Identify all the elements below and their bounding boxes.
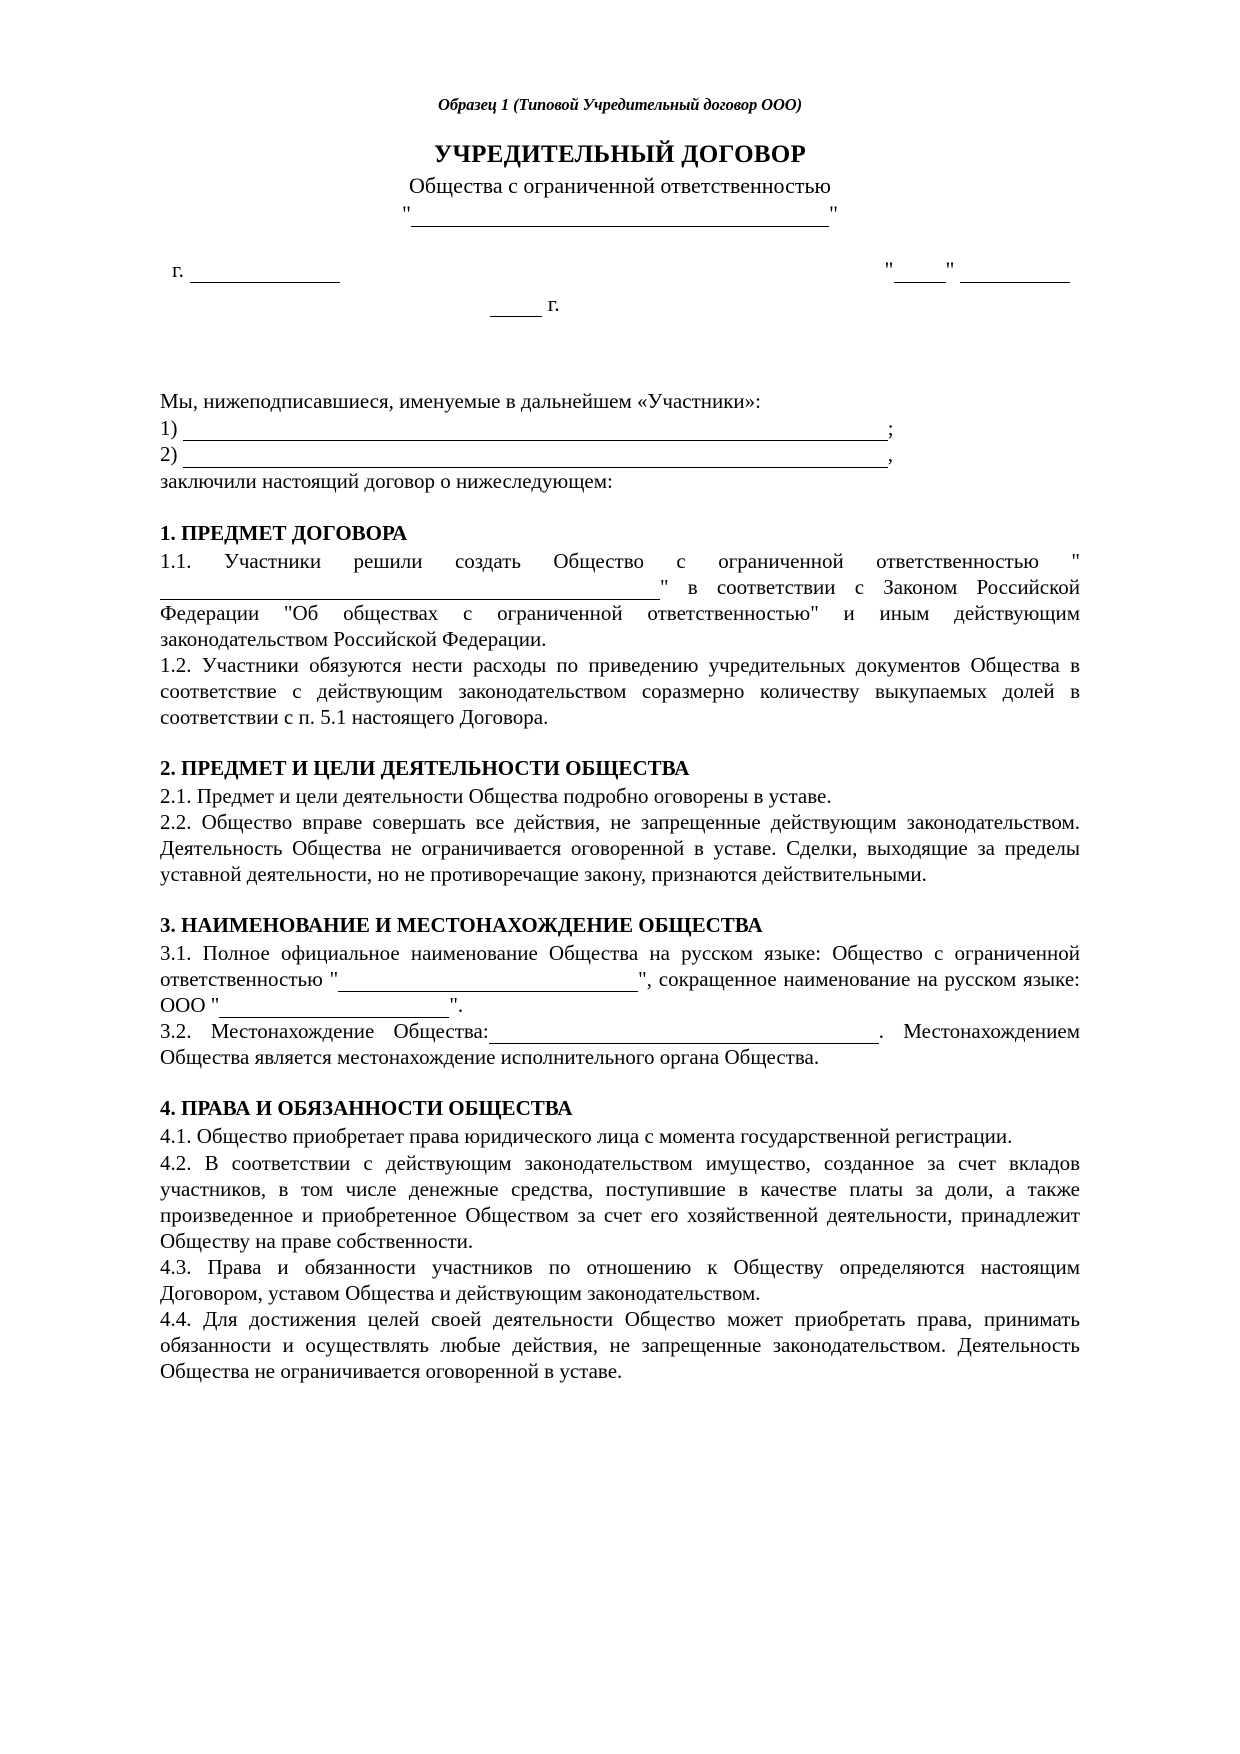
city-date-row [160,257,1080,283]
paragraph-3-1-part-2: ", сокращенное наименование на русском языке: ООО " [160,967,1080,1018]
document-title: УЧРЕДИТЕЛЬНЫЙ ДОГОВОР [433,141,807,168]
paragraph-4-3: 4.3. Права и обязанности участников по отношению к Обществу определяются настоящим Договором, уставом Общества и действующим законодательством. [160,1254,1080,1305]
date-field [885,257,1080,283]
section-heading-1: 1. ПРЕДМЕТ ДОГОВОРА [160,520,408,545]
date-quote-close: " [945,257,955,282]
year-blank[interactable] [490,298,542,317]
paragraph-1-1-part-2: " в соответствии с Законом Российской Федерации "Об обществах с ограниченной ответственностью" и иным действующим законодательством Российской Федерации. [160,575,1080,652]
company-name-line [160,201,1080,227]
city-blank[interactable] [190,264,340,283]
paragraph-4-2: 4.2. В соответствии с действующим законодательством имущество, созданное за счет вкладов участников, в том числе денежные средства, поступившие в качестве платы за доли, а также произведенное и приобретенное Обществом за счет его хозяйственной деятельности, принадлежит Обществу на праве собственности. [160,1150,1080,1253]
quote-close: " [829,201,838,226]
paragraph-3-1-blank-a[interactable] [338,973,638,992]
day-blank[interactable] [894,264,946,283]
paragraph-3-2-part-3: Местонахождением Общества является местонахождение исполнительного органа Общества. [160,1019,1081,1070]
paragraph-1-2: 1.2. Участники обязуются нести расходы по приведению учредительных документов Общества в соответствие с действующим законодательством соразмерно количеству выкупаемых долей в соответствии с п. 5.1 настоящего Договора. [160,653,1080,730]
paragraph-3-2 [160,1018,1080,1070]
paragraph-4-1: 4.1. Общество приобретает права юридического лица с момента государственной регистрации. [160,1124,1013,1149]
section-heading-4: 4. ПРАВА И ОБЯЗАННОСТИ ОБЩЕСТВА [160,1096,573,1121]
company-name-blank[interactable] [411,208,829,227]
participant-1-number: 1) [160,415,178,440]
paragraph-3-1 [160,940,1080,1018]
paragraph-3-2-blank[interactable] [489,1025,879,1044]
paragraph-1-1-blank-a[interactable] [160,581,422,600]
participant-2-blank[interactable] [183,449,888,468]
participant-1-blank[interactable] [183,422,888,441]
month-blank[interactable] [960,264,1070,283]
participant-line-1 [160,415,1080,442]
paragraph-3-1-part-3: ". [449,993,464,1018]
city-field [160,257,340,283]
paragraph-3-2-part-2: . [878,1019,884,1044]
year-row [160,291,1080,317]
paragraph-4-4: 4.4. Для достижения целей своей деятельности Общество может приобретать права, принимать обязанности и осуществлять любые действия, не запрещенные законодательством. Деятельность Общества не ограничивается оговоренной в уставе. [160,1306,1080,1383]
intro-text: Мы, нижеподписавшиеся, именуемые в дальнейшем «Участники»: [160,389,761,413]
quote-open: " [402,201,411,226]
document-subtitle: Общества с ограниченной ответственностью [409,173,831,198]
date-quote-open: " [884,257,894,282]
paragraph-3-2-part-1: 3.2. Местонахождение Общества: [160,1019,489,1044]
paragraph-3-1-blank-b[interactable] [219,999,449,1018]
city-prefix: г. [172,257,185,282]
paragraph-2-1: 2.1. Предмет и цели деятельности Общества подробно оговорены в уставе. [160,784,832,809]
section-heading-3: 3. НАИМЕНОВАНИЕ И МЕСТОНАХОЖДЕНИЕ ОБЩЕСТВА [160,913,763,938]
sample-label: Образец 1 (Типовой Учредительный договор ООО) [438,95,802,114]
paragraph-1-1 [160,548,1080,652]
participant-2-number: 2) [160,442,178,467]
participant-1-end: ; [887,415,894,440]
year-suffix: г. [547,291,560,316]
section-heading-2: 2. ПРЕДМЕТ И ЦЕЛИ ДЕЯТЕЛЬНОСТИ ОБЩЕСТВА [160,756,690,781]
conclusion-text: заключили настоящий договор о нижеследующем: [160,469,613,494]
paragraph-1-1-blank-b[interactable] [422,581,660,600]
paragraph-2-2: 2.2. Общество вправе совершать все действия, не запрещенные действующим законодательством. Деятельность Общества не ограничивается оговоренной в уставе. Сделки, выходящие за пределы уставной деятельности, но не противоречащие закону, признаются действительными. [160,810,1080,887]
paragraph-1-1-part-1: 1.1. Участники решили создать Общество с ограниченной ответственностью " [160,548,1080,573]
participant-2-end: , [887,442,893,467]
paragraph-3-1-part-1: 3.1. Полное официальное наименование Общества на русском языке: Общество с ограниченной ответственностью " [160,941,1080,992]
participant-line-2 [160,441,1080,468]
